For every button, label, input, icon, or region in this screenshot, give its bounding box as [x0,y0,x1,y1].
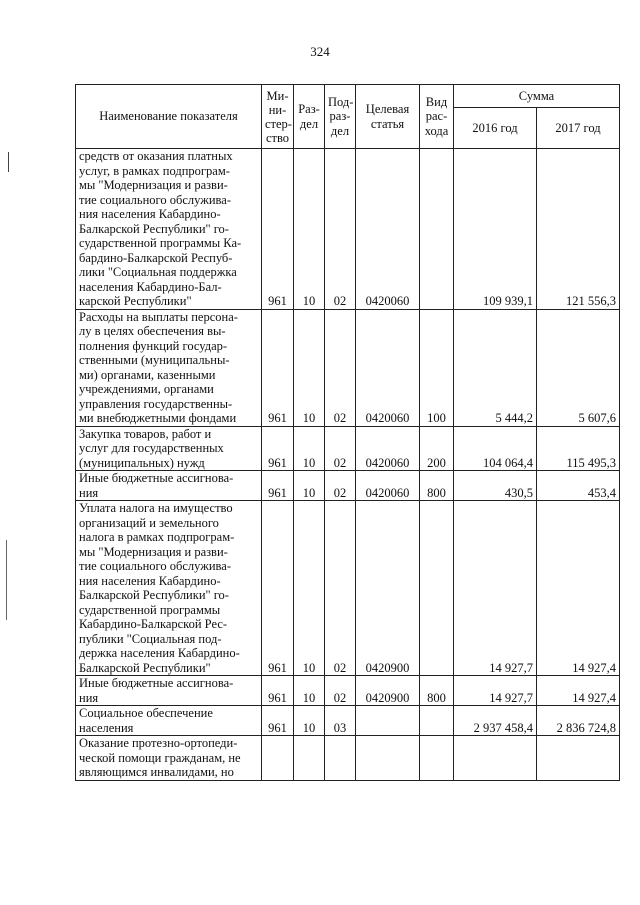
header-ministry: Ми- ни- стер- ство [262,85,294,149]
row-subsection: 03 [325,706,356,736]
row-section: 10 [294,676,325,706]
row-name: Закупка товаров, работ и услуг для государственных (муниципальных) нужд [76,426,262,471]
table-row [76,676,620,706]
row-sum-2016: 14 927,7 [454,676,537,706]
row-subsection: 02 [325,501,356,676]
row-target: 0420060 [356,149,420,310]
row-ministry: 961 [262,149,294,310]
table-row [76,309,620,426]
row-subsection: 02 [325,426,356,471]
header-target: Целевая статья [356,85,420,149]
header-sum: Сумма [454,85,620,108]
row-name: Расходы на выплаты персона- лу в целях обеспечения вы- полнения функций государ- ственными (муниципальны- ми) органами, казенными учреждениями, органами управления государственны- ми внебюджетными фондами [76,309,262,426]
row-expense-type [420,501,454,676]
header-section: Раз- дел [294,85,325,149]
row-section: 10 [294,309,325,426]
row-ministry: 961 [262,676,294,706]
row-sum-2017: 115 495,3 [537,426,620,471]
row-expense-type: 200 [420,426,454,471]
row-ministry: 961 [262,471,294,501]
header-name: Наименование показателя [76,85,262,149]
row-target [356,736,420,781]
row-ministry: 961 [262,426,294,471]
row-subsection [325,736,356,781]
row-subsection: 02 [325,309,356,426]
header-year-2016: 2016 год [454,108,537,149]
row-section: 10 [294,149,325,310]
row-sum-2017: 5 607,6 [537,309,620,426]
row-name: Социальное обеспечение населения [76,706,262,736]
row-ministry: 961 [262,501,294,676]
row-expense-type [420,149,454,310]
row-name: Оказание протезно-ортопеди- ческой помощи гражданам, не являющимся инвалидами, но [76,736,262,781]
table-row [76,149,620,310]
row-ministry [262,736,294,781]
header-subsection: Под- раз- дел [325,85,356,149]
row-sum-2017: 453,4 [537,471,620,501]
row-section: 10 [294,706,325,736]
budget-table [75,84,620,781]
row-target: 0420900 [356,676,420,706]
row-sum-2017: 14 927,4 [537,676,620,706]
table-row [76,736,620,781]
row-target [356,706,420,736]
row-section: 10 [294,501,325,676]
row-sum-2016: 104 064,4 [454,426,537,471]
row-name: Уплата налога на имущество организаций и земельного налога в рамках подпрограм- мы "Модернизация и разви- тие социального обслужива- ния населения Кабардино- Балкарской Республики" го- сударственной программы Кабардино-Балкарской Рес- публики "Социальная под- держка населения Кабардино- Балкарской Республики" [76,501,262,676]
row-target: 0420900 [356,501,420,676]
table-row [76,471,620,501]
row-target: 0420060 [356,471,420,501]
margin-mark [8,152,9,172]
page-number: 324 [310,44,330,59]
table-row [76,706,620,736]
row-expense-type [420,736,454,781]
row-sum-2016: 430,5 [454,471,537,501]
margin-mark [6,540,7,620]
row-expense-type: 800 [420,676,454,706]
row-sum-2016: 5 444,2 [454,309,537,426]
row-name: Иные бюджетные ассигнова- ния [76,471,262,501]
row-expense-type [420,706,454,736]
row-section: 10 [294,426,325,471]
row-section: 10 [294,471,325,501]
row-subsection: 02 [325,676,356,706]
row-sum-2017: 14 927,4 [537,501,620,676]
row-subsection: 02 [325,471,356,501]
row-ministry: 961 [262,706,294,736]
table-row [76,426,620,471]
row-ministry: 961 [262,309,294,426]
row-sum-2016 [454,736,537,781]
row-sum-2016: 109 939,1 [454,149,537,310]
row-sum-2016: 2 937 458,4 [454,706,537,736]
row-subsection: 02 [325,149,356,310]
row-sum-2017: 2 836 724,8 [537,706,620,736]
row-expense-type: 100 [420,309,454,426]
row-target: 0420060 [356,309,420,426]
row-sum-2017 [537,736,620,781]
header-expense-type: Вид рас- хода [420,85,454,149]
row-expense-type: 800 [420,471,454,501]
header-year-2017: 2017 год [537,108,620,149]
row-target: 0420060 [356,426,420,471]
row-name: средств от оказания платных услуг, в рамках подпрограм- мы "Модернизация и разви- тие социального обслужива- ния населения Кабардино- Балкарской Республики" го- сударственной программы Ка- бардино-Балкарской Респуб- лики "Социальная поддержка населения Кабардино-Бал- карской Республики" [76,149,262,310]
row-name: Иные бюджетные ассигнова- ния [76,676,262,706]
row-sum-2016: 14 927,7 [454,501,537,676]
row-sum-2017: 121 556,3 [537,149,620,310]
row-section [294,736,325,781]
table-row [76,501,620,676]
